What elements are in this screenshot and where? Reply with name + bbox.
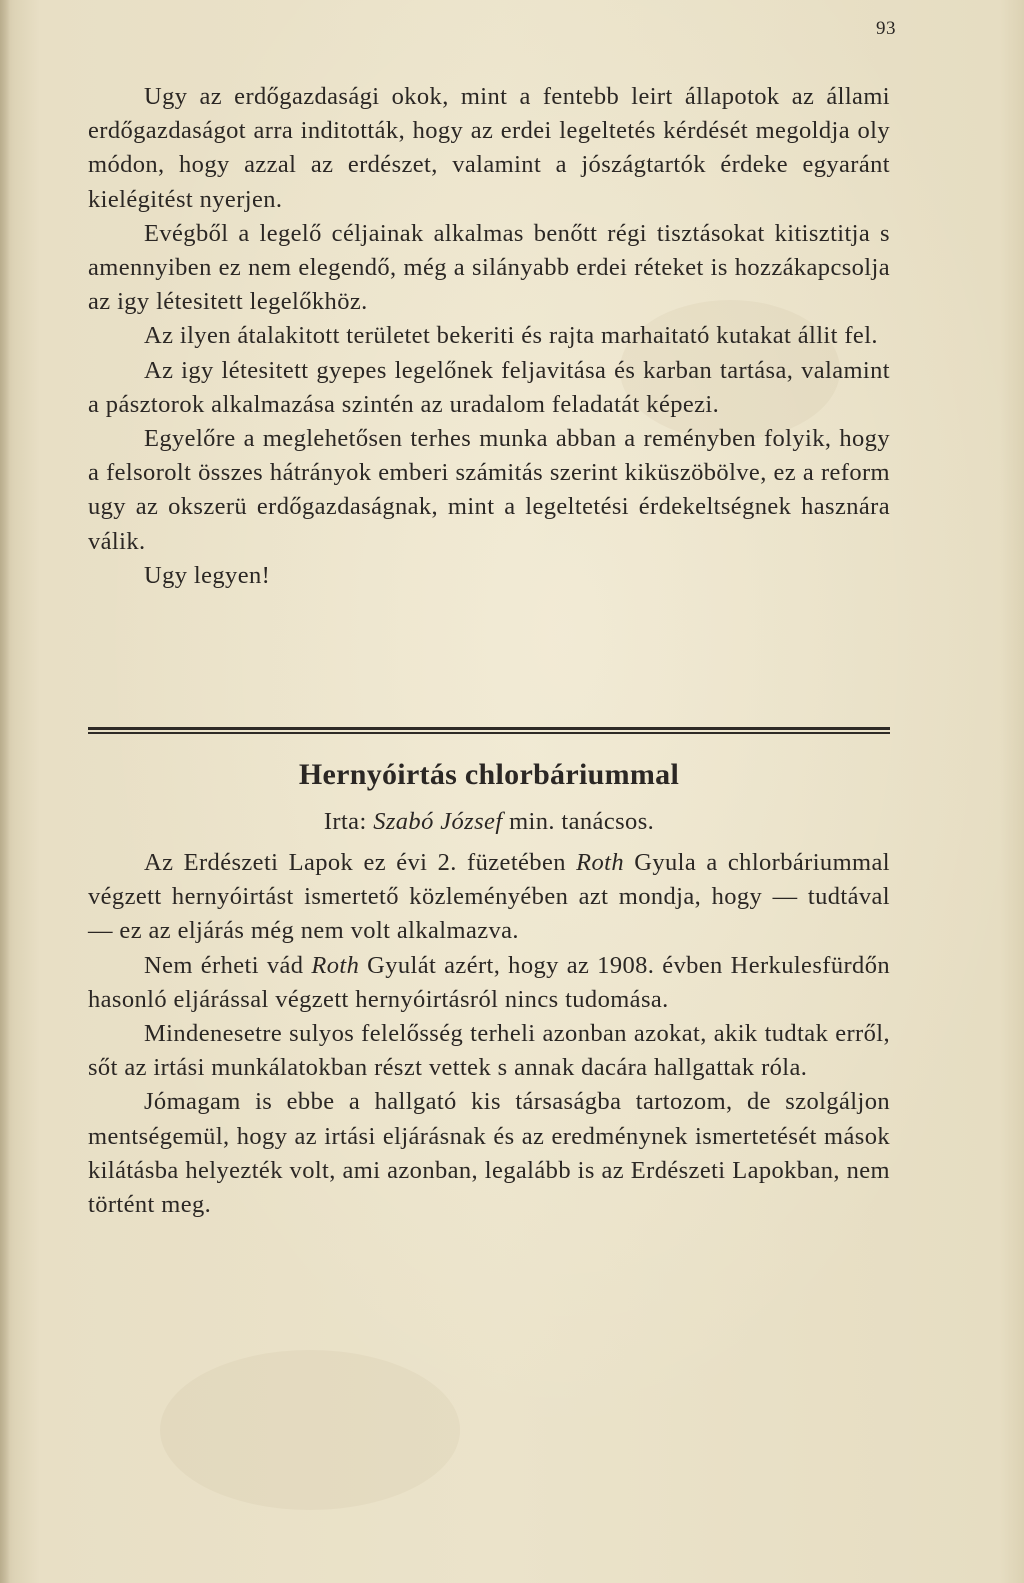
page-spine-shadow <box>0 0 10 1583</box>
paragraph: Mindenesetre sulyos felelősség terheli azonban azokat, akik tudtak erről, sőt az irtási munkálatokban részt vettek s annak dacára hallgattak róla. <box>88 1020 890 1082</box>
paragraph-text: Nem érheti vád <box>144 951 304 979</box>
paragraph-text: Gyula a chlorbáriummal végzett hernyóirtást ismertető közleményében azt mondja, hogy — tudtával — ez az eljárás még nem volt alkalmazva. <box>88 849 890 945</box>
paragraph: Az ilyen átalakitott területet bekeriti és rajta marhaitató kutakat állit fel. <box>144 322 878 350</box>
person-name: Roth <box>576 849 624 876</box>
byline <box>88 808 890 836</box>
paragraph: Ugy legyen! <box>144 561 271 589</box>
paragraph: Egyelőre a meglehetősen terhes munka abban a reményben folyik, hogy a felsorolt összes hátrányok emberi számitás szerint kiküszöbölve, ez a reform ugy az okszerü erdőgazdaságnak, mint a legeltetési érdekeltségnek hasznára válik. <box>88 425 890 555</box>
paragraph-text: Gyulát azért, hogy az 1908. évben Herkulesfürdőn hasonló eljárással végzett hernyóirtásról nincs tudomása. <box>88 951 890 1013</box>
article-title: Hernyóirtás chlorbáriummal <box>298 758 680 791</box>
byline-prefix: Irta: <box>323 808 367 835</box>
page-number: 93 <box>876 18 896 39</box>
section-divider <box>88 727 890 735</box>
paragraph-text: Az Erdészeti Lapok ez évi 2. füzetében <box>144 849 566 876</box>
section-continuation <box>88 80 890 593</box>
divider-line <box>88 727 890 730</box>
divider-line <box>88 732 890 734</box>
paragraph: Az igy létesitett gyepes legelőnek feljavitása és karban tartása, valamint a pásztorok alkalmazása szintén az uradalom feladatát képezi. <box>88 356 890 418</box>
paragraph <box>88 949 890 1017</box>
author-name: Szabó József <box>373 808 503 835</box>
paragraph: Ugy az erdőgazdasági okok, mint a fentebb leirt állapotok az állami erdőgazdaságot arra inditották, hogy az erdei legeltetés kérdését megoldja oly módon, hogy azzal az erdészet, valamint a jószágtartók érdeke egyaránt kielégitést nyerjen. <box>88 83 890 213</box>
byline-suffix: min. tanácsos. <box>509 808 655 835</box>
paragraph: Jómagam is ebbe a hallgató kis társaságba tartozom, de szolgáljon mentségemül, hogy az irtási eljárásnak és az eredménynek ismertetését mások kilátásba helyezték volt, ami azonban, legalább is az Erdészeti Lapokban, nem történt meg. <box>88 1088 890 1219</box>
person-name: Roth <box>311 951 360 979</box>
paper-stain <box>160 1350 460 1510</box>
article-body <box>88 846 890 1222</box>
paragraph <box>88 846 890 949</box>
paragraph: Evégből a legelő céljainak alkalmas benőtt régi tisztásokat kitisztitja s amennyiben ez nem elegendő, még a silányabb erdei réteket is hozzákapcsolja az igy létesitett legelőkhöz. <box>88 219 890 316</box>
